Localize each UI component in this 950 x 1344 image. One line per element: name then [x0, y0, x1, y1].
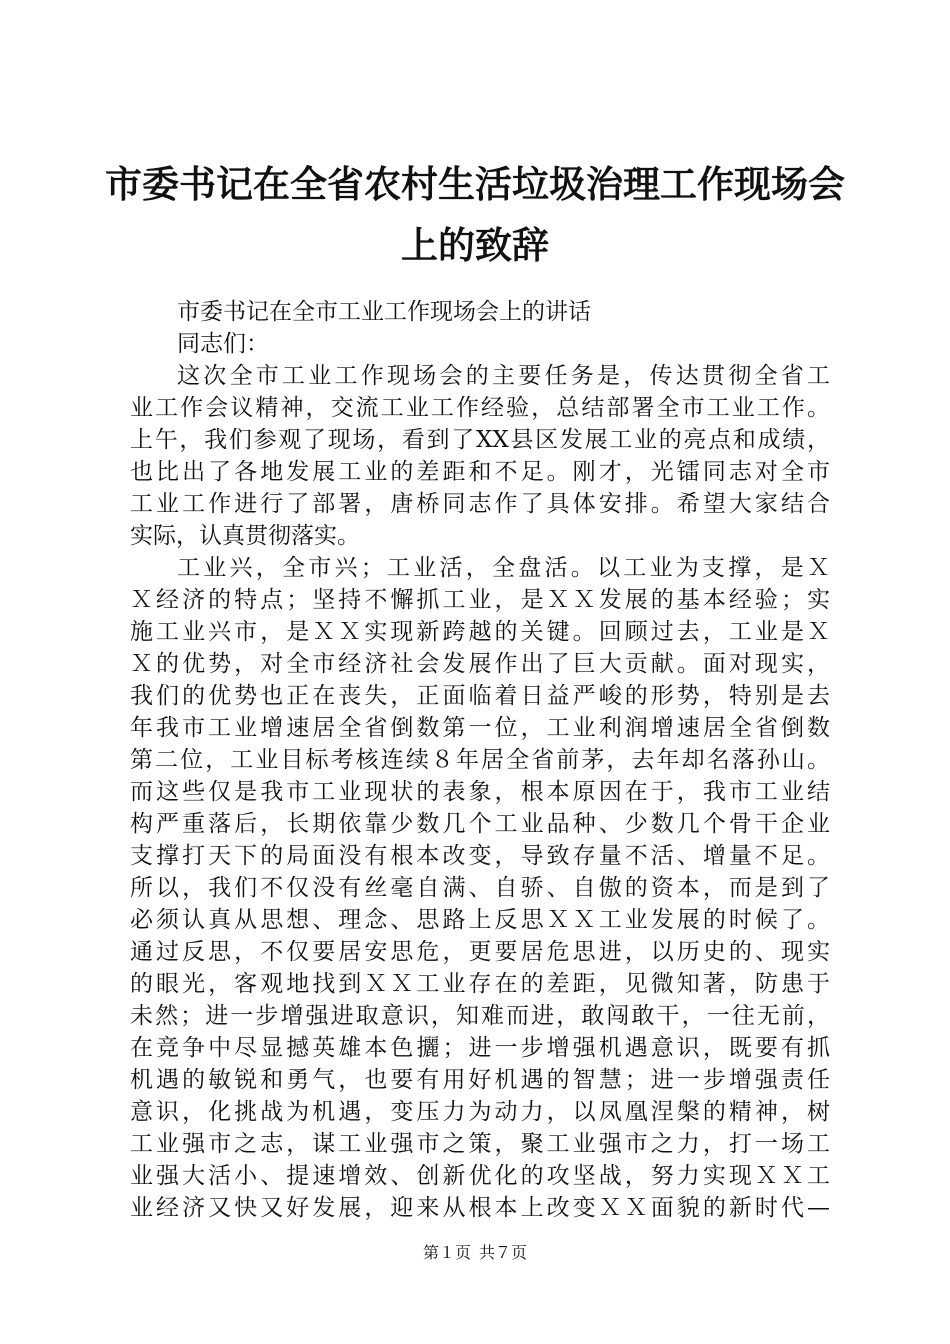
- body-text-line: 实际，认真贯彻落实。: [130, 523, 360, 549]
- body-text-line: 这次全市工业工作现场会的主要任务是，传达贯彻全省工: [177, 363, 830, 389]
- body-text-line: 在竞争中尽显撼英雄本色攦；进一步增强机遇意识，既要有抓: [130, 1035, 830, 1061]
- body-text-line: 我们的优势也正在丧失，正面临着日益严峻的形势，特别是去: [130, 683, 830, 709]
- body-text-line: 市委书记在全市工业工作现场会上的讲话: [177, 299, 591, 325]
- body-text-line: 支撑打天下的局面没有根本改变，导致存量不活、增量不足。: [130, 843, 830, 869]
- body-text-line: 工业强市之志，谋工业强市之策，聚工业强市之力，打一场工: [130, 1131, 830, 1157]
- body-text-line: 而这些仅是我市工业现状的表象，根本原因在于，我市工业结: [130, 779, 830, 805]
- body-text-line: 第二位，工业目标考核连续８年居全省前茅，去年却名落孙山。: [130, 747, 830, 773]
- document-title-line-1: 市委书记在全省农村生活垃圾治理工作现场会: [105, 163, 845, 206]
- body-text-line: 必须认真从思想、理念、思路上反思ＸＸ工业发展的时候了。: [130, 907, 830, 933]
- body-text-line: 所以，我们不仅没有丝毫自满、自骄、自傲的资本，而是到了: [130, 875, 830, 901]
- body-text-line: 的眼光，客观地找到ＸＸ工业存在的差距，见微知著，防患于: [130, 971, 830, 997]
- body-text-line: 工业工作进行了部署，唐桥同志作了具体安排。希望大家结合: [130, 491, 830, 517]
- page-number-total: 共７页: [479, 1243, 528, 1262]
- body-text-line: Ｘ的优势，对全市经济社会发展作出了巨大贡献。面对现实，: [130, 651, 830, 677]
- document-body: [130, 296, 830, 1224]
- body-text-line: 机遇的敏锐和勇气，也要有用好机遇的智慧；进一步增强责任: [130, 1067, 830, 1093]
- body-text-line: 业经济又快又好发展，迎来从根本上改变ＸＸ面貌的新时代—: [130, 1195, 830, 1221]
- page-number-current: 第１页: [422, 1243, 471, 1262]
- document-title-line-2: 上的致辞: [401, 224, 549, 267]
- body-text-line: 意识，化挑战为机遇，变压力为动力，以凤凰涅槃的精神，树: [130, 1099, 830, 1125]
- body-text-line: 施工业兴市，是ＸＸ实现新跨越的关键。回顾过去，工业是Ｘ: [130, 619, 830, 645]
- body-text-line: 未然；进一步增强进取意识，知难而进，敢闯敢干，一往无前，: [130, 1003, 830, 1029]
- body-text-line: 通过反思，不仅要居安思危，更要居危思进，以历史的、现实: [130, 939, 830, 965]
- body-text-line: 业工作会议精神，交流工业工作经验，总结部署全市工业工作。: [130, 395, 830, 421]
- body-text-line: 也比出了各地发展工业的差距和不足。刚才，光镭同志对全市: [130, 459, 830, 485]
- body-text-line: 同志们：: [177, 331, 269, 357]
- body-text-line: Ｘ经济的特点；坚持不懈抓工业，是ＸＸ发展的基本经验；实: [130, 587, 830, 613]
- page-footer: [0, 1243, 950, 1263]
- body-text-line: 工业兴，全市兴；工业活，全盘活。以工业为支撑，是Ｘ: [177, 555, 830, 581]
- body-text-line: 上午，我们参观了现场，看到了XX县区发展工业的亮点和成绩，: [130, 427, 830, 453]
- body-text-line: 业强大活小、提速增效、创新优化的攻坚战，努力实现ＸＸ工: [130, 1163, 830, 1189]
- body-text-line: 年我市工业增速居全省倒数第一位，工业利润增速居全省倒数: [130, 715, 830, 741]
- body-text-line: 构严重落后，长期依靠少数几个工业品种、少数几个骨干企业: [130, 811, 830, 837]
